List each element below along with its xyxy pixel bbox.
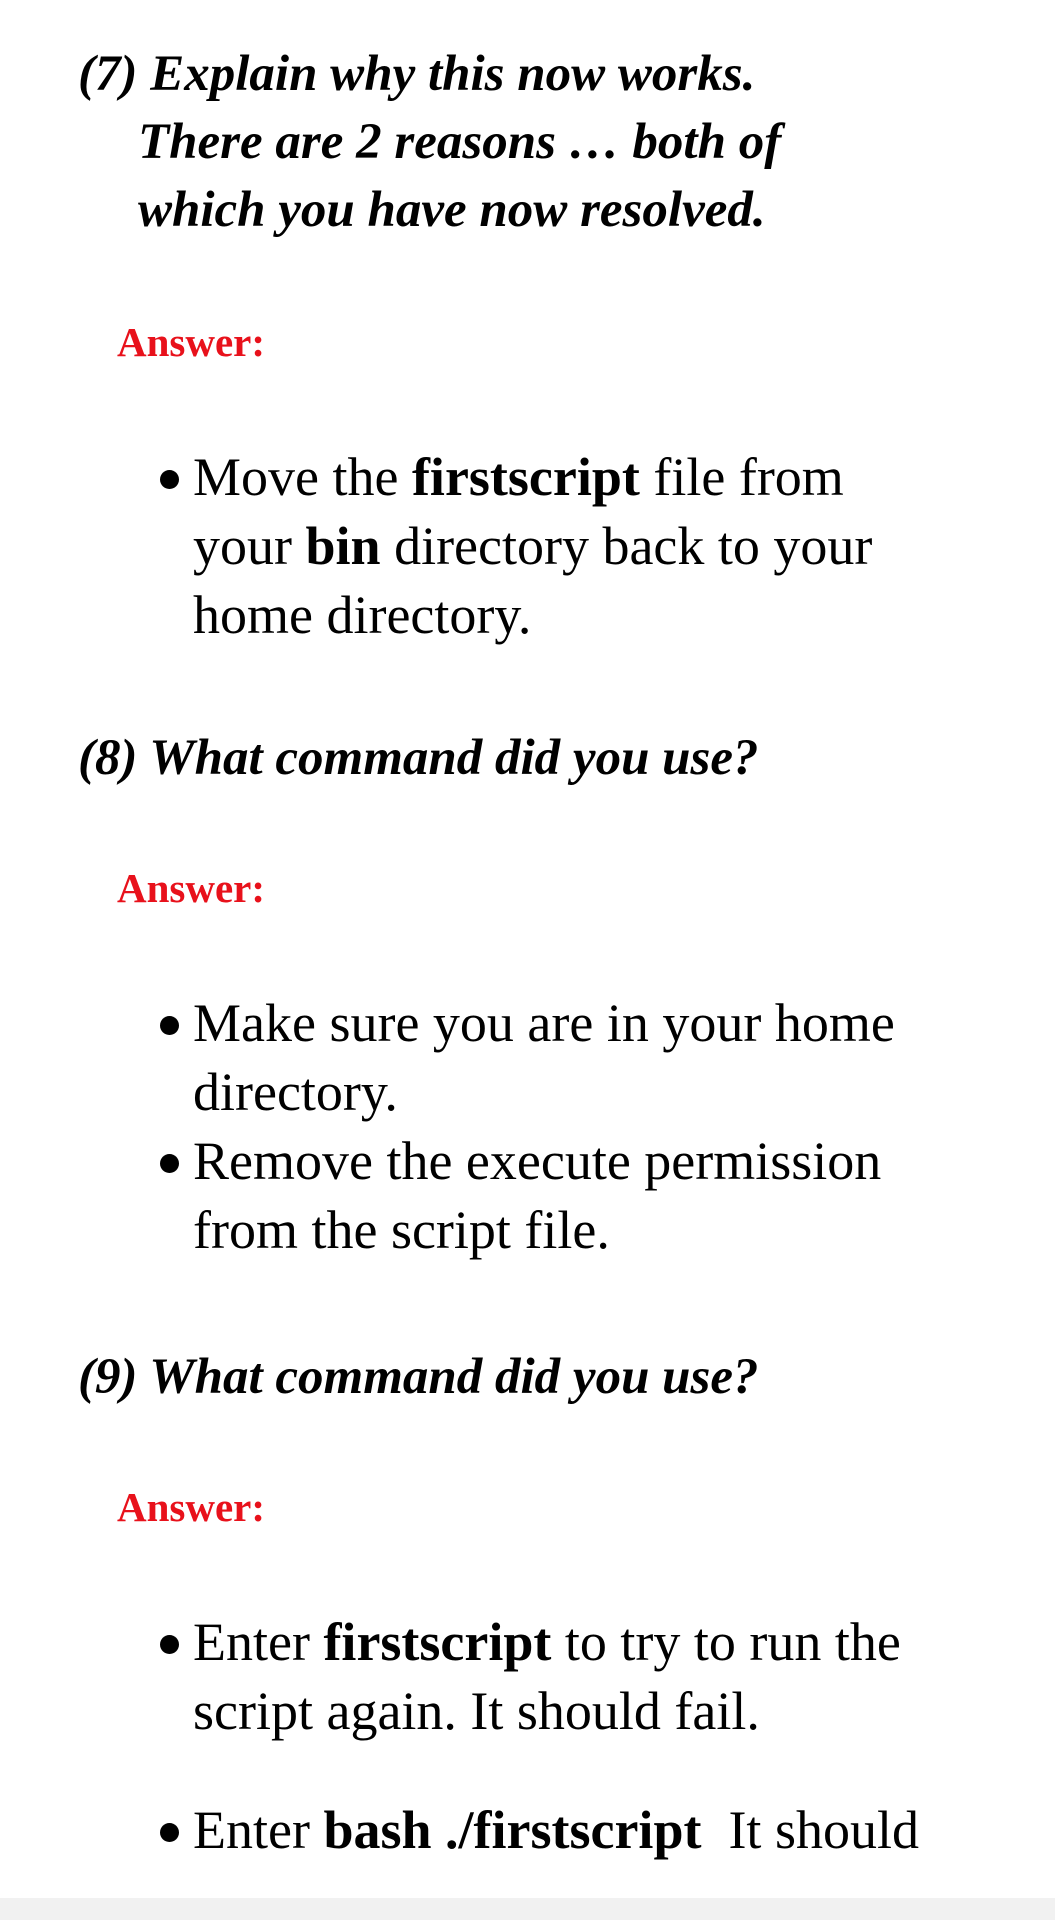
text-run: file from [639,447,844,507]
answer-label-8: Answer: [117,865,266,911]
text-run: from the script file. [193,1200,610,1260]
list-item [0,1608,919,1746]
question-8-line-1: (8) What command did you use? [78,730,759,786]
text-run: Move the [193,447,412,507]
list-item-line [193,989,895,1058]
list-item [0,989,895,1127]
question-7-line-3: which you have now resolved. [138,182,766,238]
question-7-line-1: (7) Explain why this now works. [78,46,756,102]
list-item-line [193,512,872,581]
bullet-icon [160,1154,179,1173]
answer-label-9: Answer: [117,1484,266,1530]
bottom-edge-strip [0,1898,1055,1920]
text-run: script again. It should fail. [193,1681,760,1741]
bold-term-firstscript: firstscript [411,447,640,507]
question-7 [78,40,781,244]
list-item-line [193,1608,919,1677]
question-9 [78,1343,759,1411]
list-item-line [193,1796,919,1865]
bold-term-bash-firstscript: bash ./firstscript [323,1800,702,1860]
text-run: Make sure you are in your home [193,993,895,1053]
list-item-line [193,1196,895,1265]
list-item-line [193,443,872,512]
bullet-icon [160,470,179,489]
question-9-line-1: (9) What command did you use? [78,1349,759,1405]
bold-term-firstscript: firstscript [323,1612,552,1672]
question-8 [78,724,759,792]
list-item-line [193,1127,895,1196]
text-run: to try to run the [551,1612,901,1672]
bullet-icon [160,1016,179,1035]
list-item-line [193,1677,919,1746]
list-item [0,1796,919,1865]
bullet-icon [160,1635,179,1654]
list-item-line [193,581,872,650]
text-run: It should [701,1800,919,1860]
list-item [0,443,872,650]
question-7-line-2: There are 2 reasons … both of [138,114,782,170]
text-run: Enter [193,1800,324,1860]
text-run: home directory. [193,585,532,645]
answer-list-9 [0,1608,919,1865]
answer-list-8 [0,989,895,1265]
list-item-line [193,1058,895,1127]
list-item [0,1127,895,1265]
text-run: directory back to your [380,516,873,576]
text-run: directory. [193,1062,398,1122]
bold-term-bin: bin [305,516,381,576]
answer-label-7: Answer: [117,319,266,365]
answer-list-7 [0,443,872,650]
text-run: your [193,516,306,576]
bullet-icon [160,1823,179,1842]
text-run: Remove the execute permission [193,1131,882,1191]
text-run: Enter [193,1612,324,1672]
